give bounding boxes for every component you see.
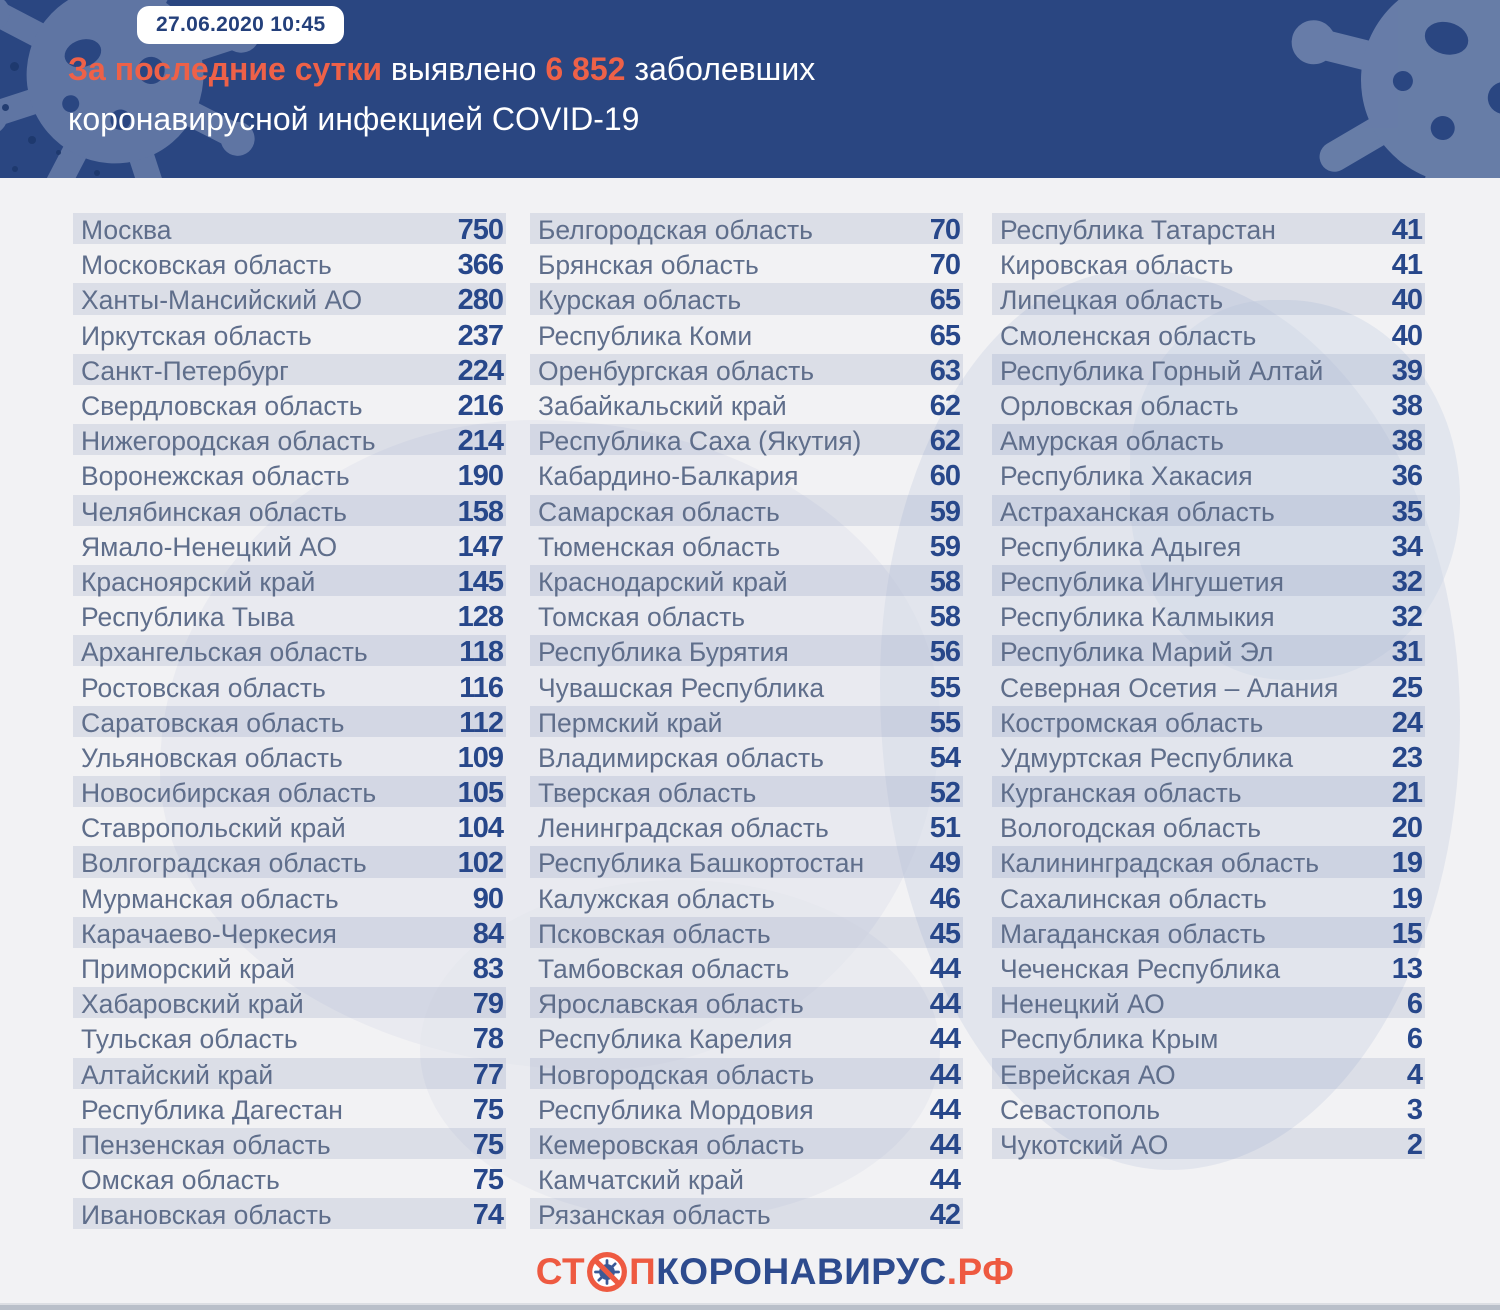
region-name: Воронежская область [81,461,350,492]
region-name: Брянская область [538,250,759,281]
region-value: 147 [457,530,503,563]
region-name: Москва [81,215,172,246]
region-value: 75 [472,1164,503,1197]
region-value: 79 [472,988,503,1021]
region-value: 19 [1391,882,1422,915]
region-name: Волгоградская область [81,848,367,879]
region-row [73,213,506,248]
region-row [992,1058,1425,1093]
title-line-1: За последние сутки выявлено 6 852 заболевших [68,51,816,87]
region-name: Республика Башкортостан [538,848,865,879]
region-value: 40 [1391,284,1422,317]
region-name: Севастополь [1000,1094,1160,1125]
region-value: 21 [1391,777,1422,810]
region-name: Иркутская область [81,320,312,351]
region-row [992,1093,1425,1128]
region-name: Камчатский край [538,1165,744,1196]
region-row [992,1022,1425,1057]
region-row [992,741,1425,776]
region-name: Челябинская область [81,496,347,527]
region-name: Республика Татарстан [1000,215,1276,246]
region-value: 83 [472,953,503,986]
region-name: Алтайский край [81,1059,274,1090]
dot-decoration [10,62,19,71]
region-value: 75 [472,1093,503,1126]
logo-stop-suffix: П [629,1251,657,1292]
region-value: 55 [929,706,960,739]
region-name: Курская область [538,285,742,316]
region-name: Белгородская область [538,215,813,246]
region-name: Тамбовская область [538,954,790,985]
region-row [73,846,506,881]
region-name: Вологодская область [1000,813,1262,844]
region-row [73,811,506,846]
region-value: 70 [929,214,960,247]
region-name: Ярославская область [538,989,804,1020]
region-name: Костромская область [1000,707,1264,738]
region-row [992,846,1425,881]
region-name: Республика Ингушетия [1000,566,1284,597]
region-value: 190 [457,460,503,493]
region-name: Ульяновская область [81,742,343,773]
region-row [530,495,963,530]
region-row [73,987,506,1022]
region-value: 35 [1391,495,1422,528]
region-row [73,248,506,283]
dot-decoration [2,104,9,111]
region-value: 214 [457,425,503,458]
region-name: Приморский край [81,954,295,985]
region-name: Оренбургская область [538,355,815,386]
region-value: 44 [929,1093,960,1126]
region-name: Амурская область [1000,426,1224,457]
region-value: 40 [1391,319,1422,352]
title-highlight: За последние сутки [68,51,383,87]
region-value: 118 [459,636,503,669]
region-value: 63 [929,354,960,387]
region-name: Республика Коми [538,320,753,351]
region-name: Владимирская область [538,742,824,773]
region-name: Красноярский край [81,566,316,597]
region-name: Омская область [81,1165,280,1196]
region-row [73,600,506,635]
region-row [73,530,506,565]
region-row [73,635,506,670]
region-row [530,459,963,494]
region-value: 70 [929,249,960,282]
region-value: 237 [457,319,503,352]
region-value: 77 [472,1058,503,1091]
region-value: 45 [929,917,960,950]
region-row [992,706,1425,741]
region-row [530,600,963,635]
region-name: Смоленская область [1000,320,1257,351]
region-value: 20 [1391,812,1422,845]
region-name: Свердловская область [81,391,363,422]
region-value: 58 [929,565,960,598]
region-row [73,1163,506,1198]
dot-decoration [28,136,36,144]
region-name: Ханты-Мансийский АО [81,285,363,316]
region-name: Еврейская АО [1000,1059,1176,1090]
region-value: 224 [457,354,503,387]
region-name: Калужская область [538,883,775,914]
region-row [73,1198,506,1233]
region-row [73,882,506,917]
region-row [992,495,1425,530]
region-value: 39 [1391,354,1422,387]
region-value: 84 [472,917,503,950]
region-value: 75 [472,1128,503,1161]
region-row [530,319,963,354]
region-name: Северная Осетия – Алания [1000,672,1339,703]
region-row [992,283,1425,318]
region-value: 62 [929,425,960,458]
region-row [530,1058,963,1093]
region-value: 109 [457,741,503,774]
region-name: Санкт-Петербург [81,355,289,386]
region-value: 15 [1391,917,1422,950]
region-row [530,741,963,776]
region-value: 65 [929,319,960,352]
region-row [530,1163,963,1198]
region-row [992,565,1425,600]
region-value: 59 [929,495,960,528]
region-value: 41 [1391,214,1422,247]
region-value: 41 [1391,249,1422,282]
region-name: Мурманская область [81,883,339,914]
region-row [530,389,963,424]
region-name: Республика Бурятия [538,637,789,668]
region-row [992,213,1425,248]
region-value: 59 [929,530,960,563]
region-value: 112 [459,706,503,739]
region-row [530,213,963,248]
region-name: Республика Адыгея [1000,531,1242,562]
region-name: Сахалинская область [1000,883,1267,914]
region-row [992,952,1425,987]
region-name: Астраханская область [1000,496,1275,527]
region-name: Республика Карелия [538,1024,793,1055]
logo-brand: КОРОНАВИРУС [656,1251,947,1292]
region-row [992,600,1425,635]
region-row [530,706,963,741]
region-row [992,424,1425,459]
region-row [530,846,963,881]
logo-stop-prefix: СТ [535,1251,586,1292]
region-value: 90 [472,882,503,915]
region-name: Чукотский АО [1000,1129,1169,1160]
region-value: 2 [1406,1128,1422,1161]
region-name: Ростовская область [81,672,326,703]
region-value: 13 [1391,953,1422,986]
region-name: Ненецкий АО [1000,989,1165,1020]
region-row [73,1128,506,1163]
region-row [530,1093,963,1128]
region-name: Липецкая область [1000,285,1224,316]
region-row [530,1128,963,1163]
region-value: 58 [929,601,960,634]
region-row [992,670,1425,705]
region-name: Республика Крым [1000,1024,1219,1055]
virus-splat-icon [1223,0,1500,178]
region-value: 34 [1391,530,1422,563]
region-value: 128 [457,601,503,634]
no-virus-icon [586,1251,628,1293]
region-name: Нижегородская область [81,426,376,457]
region-column [992,213,1425,1163]
region-name: Московская область [81,250,332,281]
region-name: Магаданская область [1000,918,1266,949]
dot-decoration [56,150,61,155]
region-value: 38 [1391,390,1422,423]
region-value: 46 [929,882,960,915]
region-name: Ставропольский край [81,813,346,844]
region-row [73,354,506,389]
region-row [992,389,1425,424]
region-row [992,248,1425,283]
region-row [530,354,963,389]
region-row [992,882,1425,917]
region-row [992,1128,1425,1163]
region-name: Удмуртская Республика [1000,742,1294,773]
region-row [73,706,506,741]
region-name: Кировская область [1000,250,1234,281]
region-row [530,530,963,565]
region-value: 116 [459,671,503,704]
region-row [992,530,1425,565]
region-name: Ивановская область [81,1200,332,1231]
region-value: 6 [1406,1023,1422,1056]
region-value: 25 [1391,671,1422,704]
region-name: Республика Мордовия [538,1094,814,1125]
region-row [992,811,1425,846]
region-row [530,776,963,811]
region-value: 280 [457,284,503,317]
region-value: 145 [457,565,503,598]
region-row [73,1093,506,1128]
region-value: 38 [1391,425,1422,458]
region-name: Тульская область [81,1024,298,1055]
region-row [73,459,506,494]
region-value: 49 [929,847,960,880]
region-value: 51 [929,812,960,845]
region-name: Кемеровская область [538,1129,805,1160]
region-name: Краснодарский край [538,566,788,597]
region-row [530,635,963,670]
region-name: Республика Марий Эл [1000,637,1274,668]
region-row [530,952,963,987]
page-title [68,44,815,144]
region-name: Калининградская область [1000,848,1320,879]
bottom-divider [0,1305,1500,1310]
region-row [73,1022,506,1057]
region-value: 44 [929,1023,960,1056]
region-row [73,283,506,318]
region-name: Чувашская Республика [538,672,825,703]
region-name: Пермский край [538,707,723,738]
title-line-2: коронавирусной инфекцией COVID-19 [68,101,640,137]
region-name: Рязанская область [538,1200,771,1231]
region-row [992,987,1425,1022]
region-value: 19 [1391,847,1422,880]
region-row [73,670,506,705]
region-value: 36 [1391,460,1422,493]
region-name: Томская область [538,602,746,633]
region-column [530,213,963,1233]
region-value: 216 [457,390,503,423]
region-value: 750 [457,214,503,247]
region-value: 74 [472,1199,503,1232]
region-name: Новгородская область [538,1059,815,1090]
dot-decoration [94,170,100,176]
region-name: Кабардино-Балкария [538,461,799,492]
region-value: 62 [929,390,960,423]
region-name: Пензенская область [81,1129,331,1160]
region-value: 60 [929,460,960,493]
region-row [530,424,963,459]
region-name: Ленинградская область [538,813,829,844]
region-row [992,917,1425,952]
region-value: 366 [457,249,503,282]
region-value: 32 [1391,601,1422,634]
region-name: Саратовская область [81,707,345,738]
region-row [530,248,963,283]
region-row [992,319,1425,354]
region-row [530,283,963,318]
region-row [73,776,506,811]
region-value: 44 [929,1058,960,1091]
region-name: Псковская область [538,918,771,949]
region-row [73,565,506,600]
timestamp-badge: 27.06.2020 10:45 [137,6,344,44]
region-value: 65 [929,284,960,317]
region-row [73,917,506,952]
region-row [73,952,506,987]
region-row [73,1058,506,1093]
region-name: Республика Саха (Якутия) [538,426,862,457]
total-cases-number: 6 852 [545,51,626,87]
region-name: Республика Тыва [81,602,295,633]
region-row [992,776,1425,811]
region-value: 158 [457,495,503,528]
region-name: Орловская область [1000,391,1239,422]
region-row [73,741,506,776]
region-row [73,424,506,459]
stopcoronavirus-logo [536,1251,1015,1293]
logo-tld: .РФ [946,1251,1015,1292]
region-value: 44 [929,1164,960,1197]
region-value: 78 [472,1023,503,1056]
region-name: Республика Калмыкия [1000,602,1275,633]
region-name: Тверская область [538,778,757,809]
region-value: 102 [457,847,503,880]
region-name: Архангельская область [81,637,368,668]
region-value: 52 [929,777,960,810]
region-row [73,319,506,354]
region-value: 24 [1391,706,1422,739]
region-row [530,1022,963,1057]
region-value: 104 [457,812,503,845]
region-row [992,635,1425,670]
region-row [530,811,963,846]
region-row [530,882,963,917]
region-value: 44 [929,953,960,986]
footer [25,1245,1500,1299]
region-name: Забайкальский край [538,391,787,422]
region-name: Карачаево-Черкесия [81,918,337,949]
region-row [530,670,963,705]
region-value: 23 [1391,741,1422,774]
region-value: 32 [1391,565,1422,598]
region-name: Тюменская область [538,531,781,562]
region-value: 44 [929,988,960,1021]
header-banner [0,0,1500,178]
region-row [530,565,963,600]
region-name: Республика Дагестан [81,1094,343,1125]
region-value: 105 [457,777,503,810]
region-row [73,389,506,424]
region-value: 3 [1406,1093,1422,1126]
region-row [992,354,1425,389]
region-name: Ямало-Ненецкий АО [81,531,338,562]
region-name: Новосибирская область [81,778,377,809]
region-value: 4 [1406,1058,1422,1091]
region-row [530,1198,963,1233]
region-name: Республика Хакасия [1000,461,1253,492]
region-row [530,917,963,952]
region-value: 6 [1406,988,1422,1021]
region-name: Республика Горный Алтай [1000,355,1324,386]
region-value: 54 [929,741,960,774]
region-value: 55 [929,671,960,704]
region-name: Чеченская Республика [1000,954,1281,985]
region-row [992,459,1425,494]
dot-decoration [12,166,18,172]
region-value: 56 [929,636,960,669]
region-row [73,495,506,530]
region-name: Курганская область [1000,778,1242,809]
region-value: 42 [929,1199,960,1232]
region-name: Хабаровский край [81,989,304,1020]
region-value: 44 [929,1128,960,1161]
region-row [530,987,963,1022]
region-column [73,213,506,1233]
region-value: 31 [1391,636,1422,669]
region-name: Самарская область [538,496,780,527]
